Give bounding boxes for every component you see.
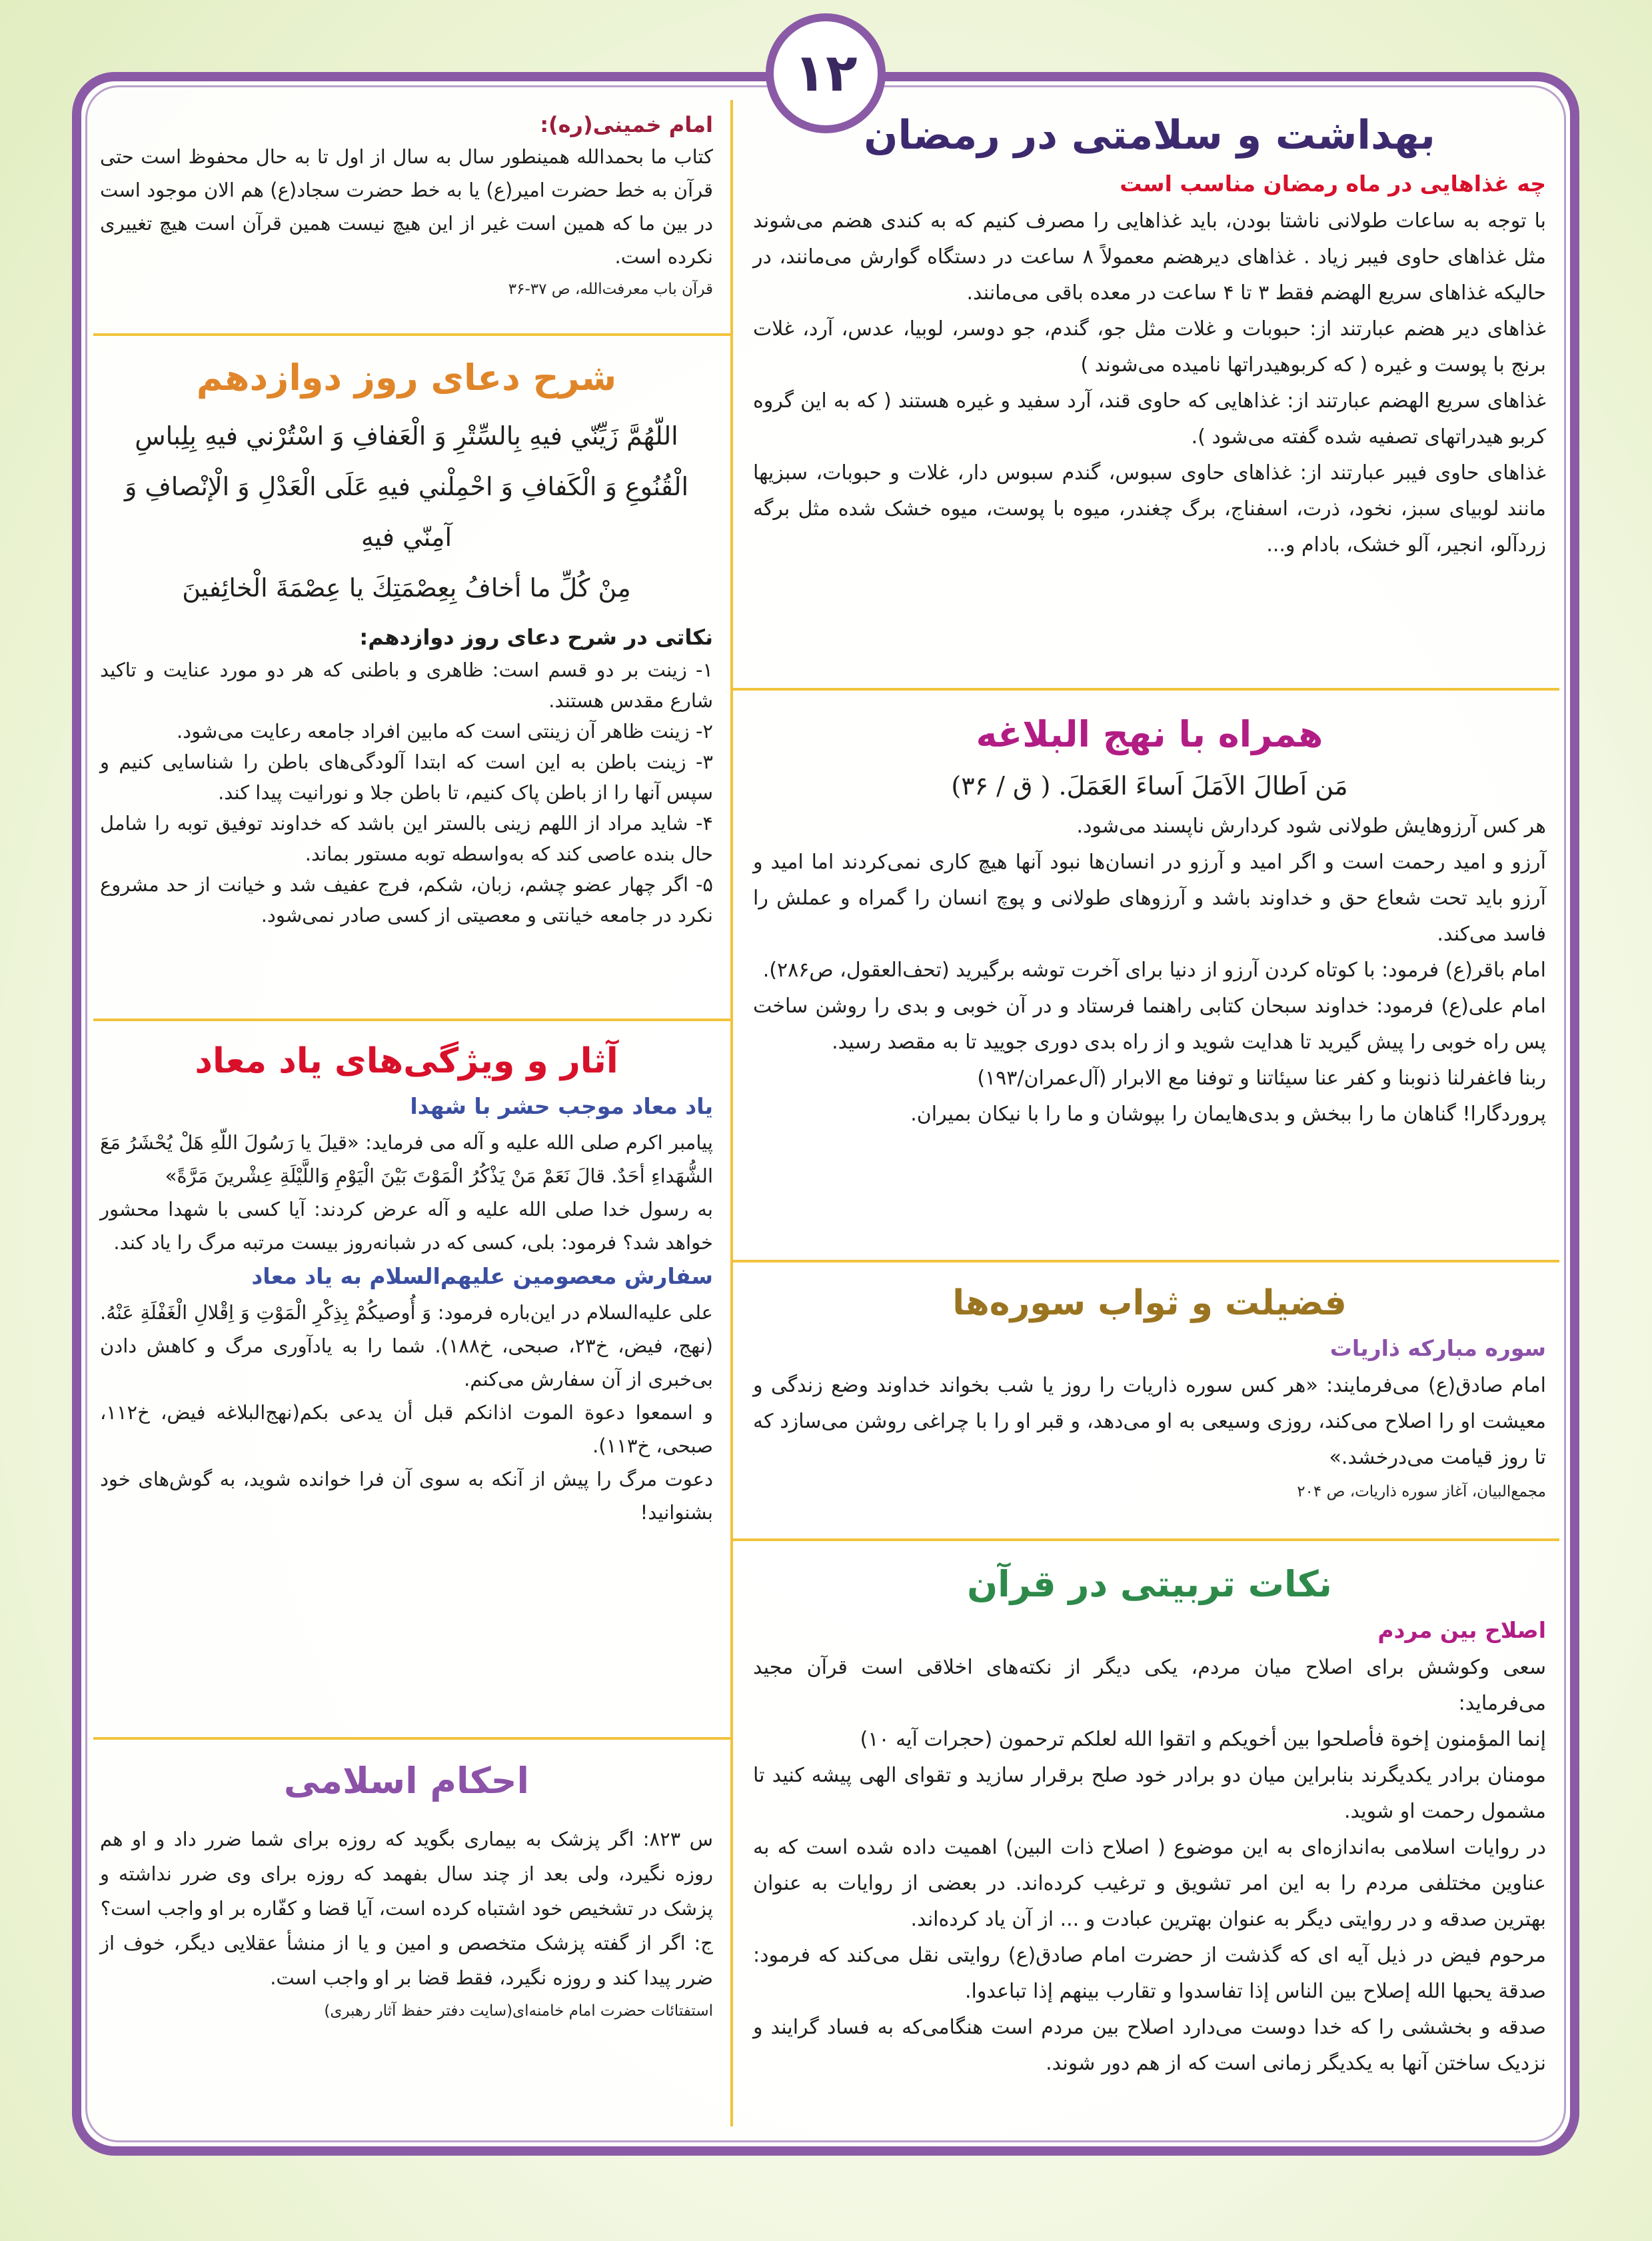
quran-section — [753, 1563, 1546, 2082]
page-number: ۱۲ — [766, 13, 886, 133]
surah-title: فضیلت و ثواب سوره‌ها — [952, 1283, 1347, 1323]
maad-para: به رسول خدا صلی الله علیه و آله عرض کردند: آیا کسی با شهدا محشور خواهد شد؟ فرمود: بلی، کسی که در شبانه‌روز بیست مرتبه مرگ را یاد کند. — [100, 1198, 713, 1254]
dua-note: ۳- زینت باطن به این است که ابتدا آلودگی‌های باطن را شناسایی کنیم و سپس آنها را از باطن پاک کنیم، تا باطن جلا و نورانیت پیدا کند. — [100, 751, 713, 804]
dua-arabic-line: اللّهُمَّ زَيِّنّي فيهِ بِالسِّتْرِ وَ الْعَفافِ وَ اسْتُرْني فيهِ بِلِباسِ — [135, 421, 678, 451]
surah-section — [753, 1283, 1546, 1505]
health-subtitle: چه غذاهایی در ماه رمضان مناسب است — [1120, 171, 1546, 197]
khomeini-title: امام خمینی(ره): — [540, 112, 713, 137]
dua-note: ۲- زینت ظاهر آن زینتی است که مابین افراد جامعه رعایت می‌شود. — [176, 720, 713, 743]
khomeini-para: کتاب ما بحمدالله همینطور سال به سال از اول تا به حال محفوظ است حتی قرآن به خط حضرت امیر(ع) یا به خط حضرت سجاد(ع) هم الان موجود است در بین ما که همین است غیر از این هیچ نیست همین قرآن است هیچ تغییری نکرده است. — [100, 145, 713, 268]
divider-right-1 — [733, 688, 1559, 691]
nahj-para: امام علی(ع) فرمود: خداوند سبحان کتابی راهنما فرستاد و در آن خوبی و بدی را روشن ساخت پس راه خوبی را پیش گیرید تا هدایت شوید و از راه بدی دوری جویید تا به مقصد رسید. — [753, 995, 1546, 1054]
quran-para: مومنان برادر یکدیگرند بنابراین میان دو برادر خود صلح برقرار سازید و تقوای الهی پیشه کنید تا مشمول رحمت او شوید. — [753, 1764, 1546, 1823]
dua-note: ۱- زینت بر دو قسم است: ظاهری و باطنی که هر دو مورد عنایت و تاکید شارع مقدس هستند. — [100, 659, 713, 712]
maad-para: پیامبر اکرم صلی الله علیه و آله می فرماید: «قيلَ يا رَسُولَ اللّهِ هَلْ يُحْشَرُ مَعَ الشُّهَداءِ أحَدٌ. قالَ نَعَمْ مَنْ يَذْكُرُ الْمَوْتَ بَيْنَ الْيَوْمِ وَاللَّيْلَةِ عِشْرينَ مَرَّةً» — [100, 1131, 713, 1187]
divider-left-1 — [93, 333, 730, 336]
ahkam-question: س ۸۲۳: اگر پزشک به بیماری بگوید که روزه برای شما ضرر داد و او هم روزه نگیرد، ولی بعد از چند سال بفهمد که روزه برای وی ضرر نداشته و پزشک در تشخیص خود اشتباه کرده است، آیا قضا و کفّاره بر او واجب است؟ — [100, 1828, 713, 1920]
divider-left-2 — [93, 1019, 730, 1021]
dua-title: شرح دعای روز دوازدهم — [196, 357, 617, 399]
surah-para: امام صادق(ع) می‌فرمایند: «هر کس سوره ذاریات را روز یا شب بخواند خداوند وضع زندگی و معیشت او را اصلاح می‌کند، روزی وسیعی به او می‌دهد، و قبر او را با چراغی روشن می‌سازد که تا روز قیامت می‌درخشد.» — [753, 1374, 1546, 1469]
quran-title: نکات تربیتی در قرآن — [967, 1563, 1332, 1605]
divider-left-3 — [93, 1737, 730, 1740]
quran-para: مرحوم فیض در ذیل آیه ای که گذشت از حضرت امام صادق(ع) روایتی نقل می‌کند که فرمود: صدقة يحبها الله إصلاح بين الناس إذا تفاسدوا و تقارب بينهم إذا تباعدوا. — [753, 1944, 1546, 2003]
maad-subtitle-1: یاد معاد موجب حشر با شهدا — [410, 1093, 713, 1119]
maad-para: دعوت مرگ را پیش از آنکه به سوی آن فرا خوانده شوید، به گوش‌های خود بشنوانید! — [100, 1468, 713, 1524]
quran-para: سعی وکوشش برای اصلاح میان مردم، یکی دیگر از نکته‌های اخلاقی است قرآن مجید می‌فرماید: — [753, 1656, 1546, 1715]
column-divider — [730, 100, 733, 2126]
divider-right-2 — [733, 1260, 1559, 1262]
nahj-para: پروردگارا! گناهان ما را ببخش و بدی‌هایمان را بپوشان و ما را با نیکان بمیران. — [910, 1103, 1546, 1126]
divider-right-3 — [733, 1538, 1559, 1541]
ahkam-source: استفتائات حضرت امام خامنه‌ای(سایت دفتر حفظ آثار رهبری) — [324, 2002, 713, 2020]
ahkam-title: احکام اسلامی — [283, 1760, 530, 1802]
nahj-para: امام باقر(ع) فرمود: با کوتاه کردن آرزو از دنیا برای آخرت توشه برگیرید (تحف‌العقول، ص۲۸۶). — [762, 959, 1546, 982]
khomeini-source: قرآن باب معرفت‌الله، ص ۳۷-۳۶ — [508, 281, 713, 298]
dua-note: ۵- اگر چهار عضو چشم، زبان، شکم، فرج عفیف شد و خیانت از حد مشروع نکرد در جامعه خیانتی و معصیتی از کسی صادر نمی‌شود. — [100, 873, 713, 927]
dua-arabic-line: الْقُنُوعِ وَ الْكَفافِ وَ احْمِلْني فيهِ عَلَى الْعَدْلِ وَ الْإنْصافِ وَ آمِنّي فيهِ — [124, 472, 689, 552]
dua-section — [100, 357, 713, 931]
nahj-section — [753, 713, 1546, 1132]
maad-para: و اسمعوا دعوة الموت اذانكم قبل أن يدعى بكم(نهج‌البلاغه فیض، خ۱۱۲، صبحی، خ۱۱۳). — [100, 1401, 713, 1457]
nahj-para: ربنا فاغفرلنا ذنوبنا و کفر عنا سیئاتنا و توفنا مع الابرار (آل‌عمران/۱۹۳) — [977, 1067, 1546, 1090]
quran-subtitle: اصلاح بین مردم — [1377, 1617, 1546, 1643]
quran-para: إنما المؤمنون إخوة فأصلحوا بين أخويكم و اتقوا الله لعلكم ترحمون (حجرات آیه ۱۰) — [860, 1728, 1546, 1751]
maad-title: آثار و ویژگی‌های یاد معاد — [195, 1041, 618, 1081]
health-para: غذاهای حاوی فیبر عبارتند از: غذاهای حاوی سبوس، گندم سبوس دار، غلات و حبوبات، سبزیها مانند لوبیای سبز، نخود، ذرت، اسفناج، برگ چغندر، میوه با پوست، میوه خشک شده مثل برگه زردآلو، انجیر، آلو خشک، بادام و... — [753, 461, 1546, 557]
dua-notes-title: نکاتی در شرح دعای روز دوازدهم: — [359, 625, 713, 650]
nahj-quote: مَن اَطالَ الاَمَلَ اَساءَ العَمَلَ. ( ق / ۳۶) — [951, 771, 1348, 801]
health-para: غذاهای سریع الهضم عبارتند از: غذاهایی که حاوی قند، آرد سفید و غیره هستند ( که به این گروه کربو هیدراتهای تصفیه شده گفته می‌شود ). — [753, 389, 1546, 449]
maad-section — [100, 1041, 713, 1529]
maad-para: علی علیه‌السلام در این‌باره فرمود: وَ أُوصيكُمْ بِذِكْرِ الْمَوْتِ وَ اِقْلالِ الْغَفْلَةِ عَنْهُ.(نهج، فیض، خ۲۳، صبحی، خ۱۸۸). شما را به یادآوری مرگ و کاهش دادن بی‌خبری از آن سفارش می‌کنم. — [100, 1301, 713, 1390]
quran-para: صدقه و بخششی را که خدا دوست می‌دارد اصلاح بین مردم است هنگامی‌که به فساد گرایند و نزدیک ساختن آنها به یکدیگر زمانی است که از هم دور شوند. — [753, 2016, 1546, 2075]
surah-subtitle: سوره مبارکه ذاریات — [1329, 1335, 1546, 1361]
maad-subtitle-2: سفارش معصومین علیهم‌السلام به یاد معاد — [251, 1263, 713, 1289]
ahkam-section — [100, 1760, 713, 2024]
nahj-title: همراه با نهج البلاغه — [976, 713, 1323, 755]
nahj-para: آرزو و امید رحمت است و اگر امید و آرزو در انسان‌ها نبود آنها هیچ کاری نمی‌کردند اما امید و آرزو باید تحت شعاع حق و خداوند باشد و آرزوهای طولانی و پوچ انسان را گمراه و عملش را فاسد می‌کند. — [753, 851, 1546, 946]
surah-source: مجمع‌البیان، آغاز سوره ذاریات، ص ۲۰۴ — [1297, 1483, 1546, 1500]
quran-para: در روایات اسلامی به‌اندازه‌ای به این موضوع ( اصلاح ذات البین) اهمیت داده شده است که به عناوین مختلفی مردم را به این امر تشویق و ترغیب کرده‌اند. در بعضی از روایات به عنوان بهترین صدقه و در روایتی دیگر به عنوان بهترین عبادت و ... از آن یاد کرده‌اند. — [753, 1836, 1546, 1931]
health-para: با توجه به ساعات طولانی ناشتا بودن، باید غذاهایی را مصرف کنیم که به کندی هضم می‌شوند مثل غذاهای حاوی فیبر زیاد . غذاهای دیرهضم معمولاً ۸ ساعت در دستگاه گوارش می‌مانند، در حالیکه غذاهای سریع الهضم فقط ۳ تا ۴ ساعت در معده باقی می‌مانند. — [753, 209, 1546, 305]
dua-arabic-line: مِنْ كُلِّ ما أخافُ بِعِصْمَتِكَ يا عِصْمَةَ الْخائِفينَ — [182, 573, 631, 603]
ahkam-answer: ج: اگر از گفته پزشک متخصص و امین و یا از منشأ عقلایی دیگر، خوف از ضرر پیدا کند و روزه نگیرد، فقط قضا بر او واجب است. — [100, 1932, 713, 1989]
health-title: بهداشت و سلامتی در رمضان — [864, 112, 1435, 159]
nahj-para: هر کس آرزوهایش طولانی شود کردارش ناپسند می‌شود. — [1076, 815, 1546, 838]
health-section — [753, 112, 1546, 563]
khomeini-section — [100, 112, 713, 303]
health-para: غذاهای دیر هضم عبارتند از: حبوبات و غلات مثل جو، گندم، جو دوسر، لوبیا، عدس، آرد، غلات برنج با پوست و غیره ( که کربوهیدراتها نامیده می‌شوند ) — [753, 317, 1546, 377]
dua-note: ۴- شاید مراد از اللهم زینی بالستر این باشد که خداوند توفیق توبه را شامل حال بنده عاصی کند که به‌واسطه توبه مستور بماند. — [100, 812, 713, 865]
